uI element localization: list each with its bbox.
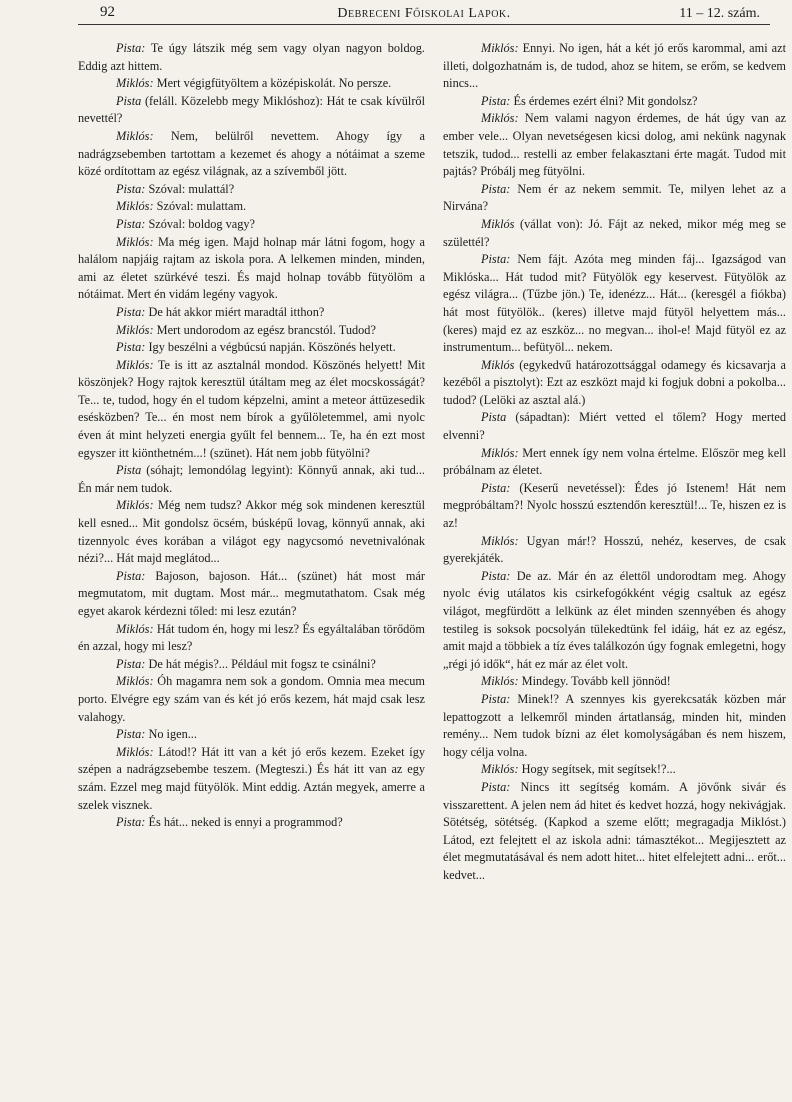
- dialogue-text: Nem valami nagyon érdemes, de hát úgy van az ember vele... Olyan nevetségesen kicsi dolog, ami nekünk nagynak tetszik, tudod... restelli az ember felakasztani érte magát. Tudod mit pajtás? Próbálj meg fütyölni.: [443, 111, 786, 179]
- dialogue-paragraph: [78, 322, 425, 340]
- dialogue-text: De hát akkor miért maradtál itthon?: [145, 304, 325, 319]
- dialogue-paragraph: [443, 110, 786, 180]
- dialogue-text: Hogy segítsek, mit segítsek!?...: [518, 762, 676, 777]
- issue-number: 11 – 12. szám.: [679, 6, 760, 21]
- dialogue-paragraph: [78, 726, 425, 744]
- dialogue-paragraph: [78, 814, 425, 832]
- journal-title: Debreceni Főiskolai Lapok.: [337, 6, 511, 21]
- dialogue-paragraph: [443, 216, 786, 251]
- dialogue-paragraph: [78, 673, 425, 726]
- speaker-name: Miklós:: [481, 762, 519, 777]
- speaker-name: Pista:: [116, 181, 146, 196]
- speaker-name: Miklós:: [116, 76, 154, 91]
- left-column: [78, 40, 425, 832]
- speaker-name: Pista:: [116, 340, 146, 355]
- dialogue-text: Te is itt az asztalnál mondod. Köszönés helyett! Mit köszönjek? Hogy rajtok keresztül útáltam meg az élet mocskosságát? Te... te, tudod, hogy én el tudom képzelni, amint a meteor áttüzesedik esésközben? Te... én most nem bírok a gyűlöletemmel, ami nyolc éven át mint helyzeti energia gyűlt fel bennem... Te, ha én ezt most egyszer itt kiönthetném...! (szünet). Hát nem jobb fütyölni?: [78, 357, 425, 460]
- speaker-name: Miklós:: [116, 498, 154, 513]
- dialogue-text: (sápadtan): Miért vetted el tőlem? Hogy merted elvenni?: [443, 410, 786, 443]
- speaker-name: Miklós:: [481, 111, 519, 126]
- dialogue-text: Minek!? A szennyes kis gyerekcsaták közben már lepattogzott a lelkemről minden ártatlanság, minden hit, minden remény... Nem tudok bízni az élet komolyságában és nem hiszem, hogy célja volna.: [443, 691, 786, 759]
- speaker-name: Pista: [116, 463, 142, 478]
- dialogue-paragraph: [78, 462, 425, 497]
- speaker-name: Miklós:: [116, 674, 154, 689]
- dialogue-text: (Keserű nevetéssel): Édes jó Istenem! Hát nem megpróbáltam?! Nyolc hosszú esztendőn keresztül!... Te, hiszen ez is az!: [443, 480, 786, 531]
- speaker-name: Pista:: [481, 568, 511, 583]
- dialogue-paragraph: [78, 656, 425, 674]
- speaker-name: Pista:: [481, 691, 511, 706]
- dialogue-text: Nem fájt. Azóta meg minden fáj... Igazságod van Miklóska... Hát tudod mit? Fütyölök egy keservest. Fütyölök az egész világra... (Tűzbe jön.) Te, idenézz... Hát... (keresgél a fiókba) hát most fütyölök.. (keres) illetve majd fütyöl helyettem más... (keres) majd ez az eszköz... no megvan... ihol-e! Majd fütyöl ez az instrumentum... befütyöl... nekem.: [443, 252, 786, 355]
- dialogue-paragraph: [443, 251, 786, 357]
- dialogue-paragraph: [78, 181, 425, 199]
- dialogue-paragraph: [443, 357, 786, 410]
- speaker-name: Miklós:: [116, 744, 154, 759]
- dialogue-text: (sóhajt; lemondólag legyint): Könnyű annak, aki tud... Én már nem tudok.: [78, 463, 425, 495]
- dialogue-text: Nem ér az nekem semmit. Te, milyen lehet az a Nirvána?: [443, 181, 786, 214]
- speaker-name: Pista:: [481, 252, 511, 267]
- dialogue-paragraph: [78, 234, 425, 304]
- dialogue-text: Óh magamra nem sok a gondom. Omnia mea mecum porto. Elvégre egy szám van és két jó erős kezem, hát majd csak lesz valahogy.: [78, 674, 425, 724]
- dialogue-text: És érdemes ezért élni? Mit gondolsz?: [510, 93, 698, 108]
- speaker-name: Miklós: [481, 216, 515, 231]
- dialogue-text: Ma még igen. Majd holnap már látni fogom, hogy a halálom napjáig rajtam az iskola pora. A lelkemen minden, minden, ami az életet szürkévé teszi. És majd holnap tovább fütyölöm a nótáimat. Mert én vidám legény vagyok.: [78, 234, 425, 302]
- dialogue-text: Szóval: boldog vagy?: [145, 216, 256, 231]
- dialogue-text: No igen...: [145, 727, 197, 742]
- speaker-name: Pista:: [481, 779, 511, 794]
- speaker-name: Miklós:: [481, 41, 519, 55]
- speaker-name: Pista: [481, 410, 507, 425]
- dialogue-paragraph: [78, 621, 425, 656]
- dialogue-text: Még nem tudsz? Akkor még sok mindenen keresztül kell esned... Mit gondolsz öcsém, búsképű lovag, könnyű annak, aki tizennyolc éves korában a világot egy nagycsomó nevetnivalónak nézi?... Hát majd meglátod...: [78, 498, 425, 566]
- speaker-name: Pista:: [481, 181, 511, 196]
- dialogue-paragraph: [443, 93, 786, 111]
- dialogue-text: Nem, belülről nevettem. Ahogy így a nadrágzsebemben tartottam a kezemet és ahogy a nótáimat a szeme közé ordítottam az egész világnak, az a szívemből jött.: [78, 128, 425, 179]
- dialogue-text: Szóval: mulattál?: [145, 181, 235, 196]
- speaker-name: Pista:: [116, 304, 146, 319]
- dialogue-text: Mert végigfütyöltem a középiskolát. No persze.: [153, 76, 392, 91]
- dialogue-paragraph: [443, 181, 786, 216]
- speaker-name: Miklós:: [481, 445, 519, 460]
- dialogue-paragraph: [443, 673, 786, 691]
- dialogue-paragraph: [78, 128, 425, 181]
- dialogue-paragraph: [78, 744, 425, 814]
- dialogue-text: Ugyan már!? Hosszú, nehéz, keserves, de csak gyerekjáték.: [443, 533, 786, 566]
- dialogue-paragraph: [78, 40, 425, 75]
- dialogue-text: (feláll. Közelebb megy Miklóshoz): Hát te csak kívülről nevettél?: [78, 93, 425, 126]
- page-header: [78, 4, 770, 25]
- dialogue-text: Mert ennek így nem volna értelme. Először meg kell próbálnam az életet.: [443, 445, 786, 478]
- dialogue-text: Nincs itt segítség komám. A jövőnk sivár és visszarettent. A jelen nem ád hitet és kedvet hozzá, hogy nekivágjak. Sötétség, sötétség. (Kapkod a szeme előtt; megragadja Miklóst.) Látod, ezt felejtett el az iskola adni: támasztékot... Megijesztett az élet megmutatásával és nem adott hitet... hitet elfelejtett adni... erőt... kedvet...: [443, 779, 786, 882]
- right-column: [443, 40, 786, 885]
- speaker-name: Miklós:: [116, 357, 154, 372]
- dialogue-paragraph: [78, 304, 425, 322]
- dialogue-paragraph: [443, 533, 786, 568]
- speaker-name: Pista:: [481, 93, 511, 108]
- dialogue-paragraph: [443, 445, 786, 480]
- dialogue-text: Ennyi. No igen, hát a két jó erős karommal, ami azt illeti, dolgozhatnám is, de tudod, ahoz se hitem, se erőm, se kedvem nincs...: [443, 41, 786, 91]
- speaker-name: Miklós:: [116, 234, 154, 249]
- dialogue-text: Te úgy látszik még sem vagy olyan nagyon boldog. Eddig azt hittem.: [78, 41, 425, 73]
- dialogue-paragraph: [78, 216, 425, 234]
- dialogue-text: De hát mégis?... Például mit fogsz te csinálni?: [145, 656, 376, 671]
- dialogue-paragraph: [443, 568, 786, 674]
- dialogue-text: Hát tudom én, hogy mi lesz? És egyáltalában törődöm én azzal, hogy mi lesz?: [78, 621, 425, 654]
- speaker-name: Pista:: [116, 41, 146, 55]
- dialogue-paragraph: [443, 40, 786, 93]
- speaker-name: Pista:: [116, 568, 146, 583]
- dialogue-text: Mindegy. Tovább kell jönnöd!: [518, 674, 671, 689]
- dialogue-paragraph: [78, 497, 425, 567]
- dialogue-paragraph: [78, 93, 425, 128]
- dialogue-paragraph: [78, 568, 425, 621]
- dialogue-paragraph: [78, 75, 425, 93]
- dialogue-text: Szóval: mulattam.: [153, 199, 247, 214]
- speaker-name: Pista:: [116, 656, 146, 671]
- speaker-name: Miklós:: [116, 621, 154, 636]
- page-number: 92: [100, 4, 115, 20]
- dialogue-paragraph: [78, 339, 425, 357]
- dialogue-text: Igy beszélni a végbúcsú napján. Köszönés helyett.: [145, 340, 396, 355]
- dialogue-text: Bajoson, bajoson. Hát... (szünet) hát most már megmutatom, mit dugtam. Most már... megmutathatom. Csak még egyet akarok kérdezni tőled: mi lesz ezután?: [78, 568, 425, 618]
- speaker-name: Miklós:: [116, 199, 154, 214]
- dialogue-paragraph: [443, 409, 786, 444]
- dialogue-text: De az. Már én az élettől undorodtam meg. Ahogy nyolc évig utálatos kis csirkefogókként végig csaltuk az egész világot, megfürdött a lelkünk az élet minden szennyében és ahogy testileg is soksok pocsolyán tülekedtünk fel idáig, hát ez az egész, amit majd a többiek a tíz éves találkozón úgy fognak emlegetni, hogy „régi jó idők“, hát ez már az élet volt.: [443, 568, 786, 671]
- speaker-name: Pista: [116, 93, 142, 108]
- speaker-name: Miklós:: [481, 674, 519, 689]
- dialogue-text: (egykedvű határozottsággal odamegy és kicsavarja a kezéből a pisztolyt): Ezt az eszközt majd ki fogjuk dobni a pokolba... tudod? (Lelöki az asztal alá.): [443, 357, 786, 407]
- speaker-name: Pista:: [481, 480, 511, 495]
- speaker-name: Pista:: [116, 727, 146, 742]
- dialogue-text: (vállat von): Jó. Fájt az neked, mikor még meg se születtél?: [443, 216, 786, 249]
- speaker-name: Miklós: [481, 357, 515, 372]
- speaker-name: Miklós:: [116, 322, 154, 337]
- dialogue-paragraph: [443, 691, 786, 761]
- dialogue-paragraph: [443, 480, 786, 533]
- speaker-name: Miklós:: [481, 533, 519, 548]
- dialogue-text: Látod!? Hát itt van a két jó erős kezem. Ezeket így szépen a nadrágzsebembe teszem. (Megteszi.) És hát itt van az egy szám. Ezzel meg majd fütyölök. Mint eddig. Aztán megyek, amerre a szelek visznek.: [78, 744, 425, 812]
- dialogue-paragraph: [78, 357, 425, 463]
- dialogue-text: Mert undorodom az egész brancstól. Tudod?: [153, 322, 376, 337]
- dialogue-paragraph: [443, 761, 786, 779]
- dialogue-paragraph: [443, 779, 786, 885]
- speaker-name: Miklós:: [116, 128, 154, 143]
- dialogue-text: És hát... neked is ennyi a programmod?: [145, 815, 343, 830]
- speaker-name: Pista:: [116, 216, 146, 231]
- dialogue-paragraph: [78, 198, 425, 216]
- speaker-name: Pista:: [116, 815, 146, 830]
